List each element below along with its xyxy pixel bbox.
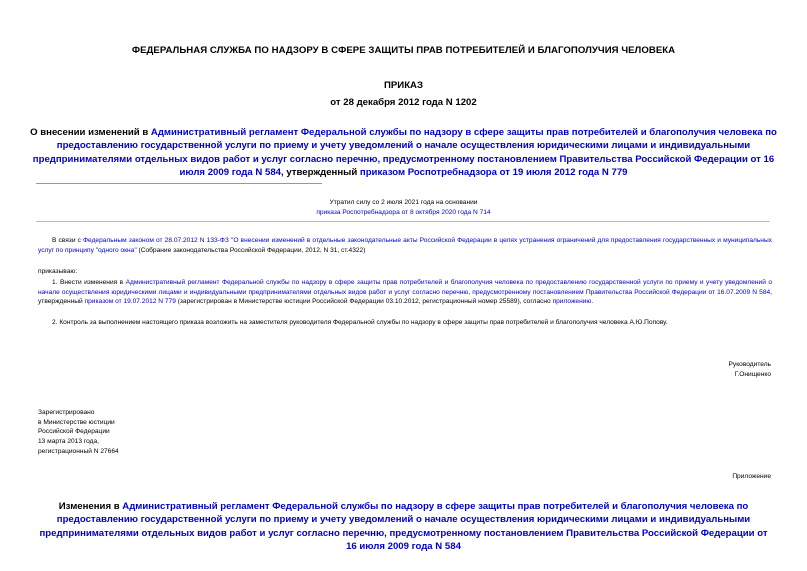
expired-line: Утратил силу со 2 июля 2021 года на основании [329, 199, 478, 206]
annex-link[interactable]: приложению [552, 298, 592, 306]
orders-word: приказываю: [38, 268, 78, 275]
regulation-link[interactable]: Административный регламент Федеральной службы по надзору в сфере защиты прав потребителей и благополучия человека по предоставлению государственной услуги по приему и учету уведомлений о начале осуществления юридическими лицами и индивидуальными предпринимателями отдельных видов работ и услуг согласно перечню, предусмотренному постановлением Правительства Российской Федерации от 16 июля 2009 года N 584 [32, 127, 777, 179]
annex-regulation-link[interactable]: Административный регламент Федеральной службы по надзору в сфере защиты прав потребителей и благополучия человека по предоставлению государственной услуги по приему и учету уведомлений о начале осуществления юридическими лицами и индивидуальными предпринимателями отдельных видов работ и услуг согласно перечню, предусмотренному постановлением Правительства Российской Федерации от 16 июля 2009 года N 584 [39, 501, 768, 553]
signer-title: Руководитель [728, 361, 771, 368]
signer-name: Г.Онищенко [734, 370, 771, 378]
item-1-end: . [591, 298, 594, 306]
item-1-regulation-link[interactable]: Административный регламент Федеральной службы по надзору в сфере защиты прав потребителей и благополучия человека по предоставлению государственной услуги по приему и учету уведомлений о начале осуществления юридическими лицами и индивидуальными предпринимателями отдельных видов работ и услуг согласно перечню, предусмотренному постановлением Правительства Российской Федерации от 16.07.2009 N 584 [38, 279, 772, 296]
short-divider [36, 183, 322, 184]
subject-middle: , утвержденный [281, 167, 360, 179]
document-subject [30, 126, 777, 180]
order-779-link[interactable]: приказом Роспотребнадзора от 19 июля 2012 года N 779 [359, 167, 628, 179]
annex-title [38, 500, 769, 554]
item-1-order-link[interactable]: приказом от 19.07.2012 N 779 [84, 298, 176, 306]
preamble-prefix: В связи с [52, 237, 84, 244]
order-714-link[interactable]: приказа Роспотребнадзора от 8 октября 2020 года N 714 [316, 208, 491, 216]
registration-line: в Министерстве юстиции [38, 418, 115, 426]
item-1-after-order: (зарегистрирован в Министерстве юстиции Российской Федерации 03.10.2012, регистрационный номер 25589), согласно [175, 298, 553, 306]
registration-line: Российской Федерации [38, 428, 110, 436]
registration-block [38, 408, 119, 457]
long-divider [36, 221, 770, 222]
subject-prefix: О внесении изменений в [30, 127, 151, 138]
item-2-paragraph: 2. Контроль за выполнением настоящего приказа возложить на заместителя руководителя Федеральной службы по надзору в сфере защиты прав потребителей и благополучия человека А.Ю.Попову. [52, 319, 668, 326]
registration-line: Зарегистрировано [38, 409, 95, 416]
annex-label: Приложение [732, 473, 771, 480]
federal-law-link[interactable]: Федеральным законом от 28.07.2012 N 133-ФЗ "О внесении изменений в отдельные законодательные акты Российской Федерации в целях устранения ограничений для предоставления государственных и муниципальных услуг по принципу "одного окна" [38, 237, 772, 254]
preamble-suffix: (Собрание законодательства Российской Федерации, 2012, N 31, ст.4322) [136, 246, 366, 254]
agency-heading: ФЕДЕРАЛЬНАЯ СЛУЖБА ПО НАДЗОРУ В СФЕРЕ ЗАЩИТЫ ПРАВ ПОТРЕБИТЕЛЕЙ И БЛАГОПОЛУЧИЯ ЧЕЛОВЕКА [131, 45, 676, 56]
document-date: от 28 декабря 2012 года N 1202 [330, 97, 477, 108]
registration-line: регистрационный N 27664 [38, 447, 119, 455]
item-1-paragraph [38, 278, 772, 307]
document-type: ПРИКАЗ [384, 80, 423, 91]
signer-block [729, 360, 771, 379]
preamble-paragraph [38, 236, 772, 255]
item-1-prefix: 1. Внести изменения в [52, 279, 126, 286]
annex-title-prefix: Изменения в [58, 501, 123, 512]
item-1-middle: , утвержденный [38, 288, 772, 306]
registration-line: 13 марта 2013 года, [38, 438, 99, 446]
expired-note [0, 198, 807, 217]
